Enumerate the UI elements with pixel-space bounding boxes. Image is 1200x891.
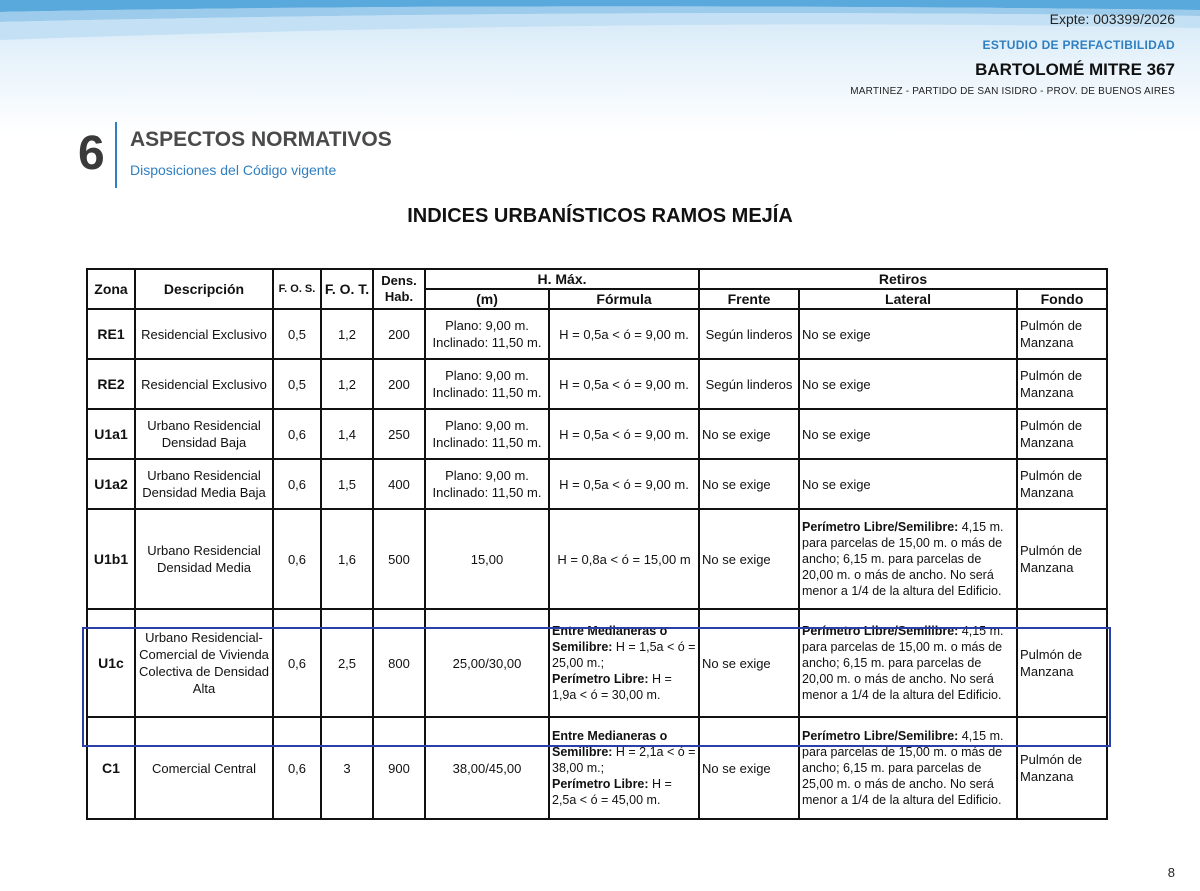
cell-zona: U1a1 (87, 409, 135, 459)
formula-perimetro-value: H = 1,9a < ó = 30,00 m. (552, 672, 672, 702)
cell-lateral: No se exige (799, 309, 1017, 359)
table-row (87, 459, 1107, 509)
cell-frente: No se exige (699, 459, 799, 509)
cell-dens: 400 (373, 459, 425, 509)
cell-dens: 800 (373, 609, 425, 717)
table-title: INDICES URBANÍSTICOS RAMOS MEJÍA (407, 205, 793, 227)
cell-lateral: No se exige (799, 409, 1017, 459)
lateral-text: 4,15 m. para parcelas de 15,00 m. o más de ancho; 6,15 m. para parcelas de 20,00 m. o más de ancho. No será menor a 1/4 de la altura del Edificio. (802, 624, 1004, 702)
cell-dens: 200 (373, 359, 425, 409)
cell-formula: H = 0,5a < ó = 9,00 m. (549, 409, 699, 459)
highlight-box-u1c (82, 627, 1111, 747)
cell-formula: H = 0,5a < ó = 9,00 m. (549, 309, 699, 359)
cell-fot: 1,2 (321, 359, 373, 409)
cell-descripcion: Urbano Residencial Densidad Media Baja (135, 459, 273, 509)
header-formula: Fórmula (549, 289, 699, 309)
cell-descripcion: Urbano Residencial-Comercial de Vivienda Colectiva de Densidad Alta (135, 609, 273, 717)
cell-zona: RE1 (87, 309, 135, 359)
formula-perimetro-value: H = 2,5a < ó = 45,00 m. (552, 777, 672, 807)
cell-fot: 1,6 (321, 509, 373, 609)
section-number: 6 (78, 127, 105, 180)
header-fot: F. O. T. (321, 269, 373, 309)
cell-dens: 500 (373, 509, 425, 609)
cell-fos: 0,6 (273, 609, 321, 717)
cell-fondo: Pulmón de Manzana (1017, 309, 1107, 359)
formula-perimetro-label: Perímetro Libre: (552, 672, 649, 686)
cell-hmax (425, 459, 549, 509)
cell-fos: 0,6 (273, 409, 321, 459)
cell-formula: H = 0,5a < ó = 9,00 m. (549, 459, 699, 509)
cell-fot: 1,4 (321, 409, 373, 459)
formula-perimetro-label: Perímetro Libre: (552, 777, 649, 791)
property-location: MARTINEZ - PARTIDO DE SAN ISIDRO - PROV. DE BUENOS AIRES (850, 86, 1175, 97)
cell-descripcion: Comercial Central (135, 717, 273, 819)
cell-frente: No se exige (699, 717, 799, 819)
cell-zona: U1b1 (87, 509, 135, 609)
hmax-plano: Plano: 9,00 m. (445, 468, 529, 483)
cell-fos: 0,6 (273, 459, 321, 509)
expte-number: Expte: 003399/2026 (1049, 11, 1175, 27)
cell-formula: H = 0,5a < ó = 9,00 m. (549, 359, 699, 409)
cell-lateral (799, 509, 1017, 609)
header-fondo: Fondo (1017, 289, 1107, 309)
table-row (87, 309, 1107, 359)
section-title: ASPECTOS NORMATIVOS (130, 128, 392, 151)
cell-fondo: Pulmón de Manzana (1017, 359, 1107, 409)
cell-fot: 1,2 (321, 309, 373, 359)
hmax-inclinado: Inclinado: 11,50 m. (432, 335, 542, 350)
cell-hmax (425, 409, 549, 459)
cell-zona: RE2 (87, 359, 135, 409)
formula-medianeras-label: Entre Medianeras o Semilibre: (552, 729, 668, 759)
cell-hmax: 38,00/45,00 (425, 717, 549, 819)
cell-formula: H = 0,8a < ó = 15,00 m (549, 509, 699, 609)
lateral-bold: Perímetro Libre/Semilibre: (802, 729, 959, 743)
cell-zona: C1 (87, 717, 135, 819)
cell-fondo: Pulmón de Manzana (1017, 459, 1107, 509)
header-retiros: Retiros (699, 269, 1107, 289)
page-number: 8 (1167, 865, 1175, 880)
formula-medianeras-value: H = 1,5a < ó = 25,00 m.; (552, 640, 696, 670)
cell-fot: 3 (321, 717, 373, 819)
cell-dens: 250 (373, 409, 425, 459)
cell-fondo: Pulmón de Manzana (1017, 409, 1107, 459)
cell-descripcion: Urbano Residencial Densidad Baja (135, 409, 273, 459)
formula-medianeras-label: Entre Medianeras o Semilibre: (552, 624, 668, 654)
hmax-plano: Plano: 9,00 m. (445, 368, 529, 383)
cell-fos: 0,6 (273, 717, 321, 819)
cell-dens: 200 (373, 309, 425, 359)
cell-fot: 1,5 (321, 459, 373, 509)
header-dens: Dens. Hab. (373, 269, 425, 309)
cell-descripcion: Residencial Exclusivo (135, 359, 273, 409)
cell-frente: No se exige (699, 509, 799, 609)
cell-descripcion: Residencial Exclusivo (135, 309, 273, 359)
hmax-plano: Plano: 9,00 m. (445, 318, 529, 333)
header-fos: F. O. S. (273, 269, 321, 309)
lateral-text: 4,15 m. para parcelas de 15,00 m. o más de ancho; 6,15 m. para parcelas de 20,00 m. o más de ancho. No será menor a 1/4 de la altura del Edificio. (802, 520, 1004, 598)
cell-frente: No se exige (699, 409, 799, 459)
table-row (87, 359, 1107, 409)
cell-hmax: 25,00/30,00 (425, 609, 549, 717)
cell-hmax (425, 359, 549, 409)
lateral-bold: Perímetro Libre/Semilibre: (802, 624, 959, 638)
cell-fot: 2,5 (321, 609, 373, 717)
cell-fondo: Pulmón de Manzana (1017, 509, 1107, 609)
cell-hmax (425, 309, 549, 359)
header-zona: Zona (87, 269, 135, 309)
cell-fos: 0,5 (273, 309, 321, 359)
cell-fondo: Pulmón de Manzana (1017, 609, 1107, 717)
table-row (87, 509, 1107, 609)
study-label: ESTUDIO DE PREFACTIBILIDAD (982, 38, 1175, 52)
cell-fos: 0,6 (273, 509, 321, 609)
cell-fondo: Pulmón de Manzana (1017, 717, 1107, 819)
cell-frente: Según linderos (699, 359, 799, 409)
cell-zona: U1a2 (87, 459, 135, 509)
lateral-text: 4,15 m. para parcelas de 15,00 m. o más de ancho; 6,15 m. para parcelas de 25,00 m. o más de ancho. No será menor a 1/4 de la altura del Edificio. (802, 729, 1004, 807)
section-subtitle: Disposiciones del Código vigente (130, 162, 337, 178)
cell-descripcion: Urbano Residencial Densidad Media (135, 509, 273, 609)
cell-frente: Según linderos (699, 309, 799, 359)
cell-dens: 900 (373, 717, 425, 819)
hmax-inclinado: Inclinado: 11,50 m. (432, 385, 542, 400)
section-divider (115, 122, 117, 188)
header-hmax-m: (m) (425, 289, 549, 309)
header-lateral: Lateral (799, 289, 1017, 309)
cell-zona: U1c (87, 609, 135, 717)
header-descripcion: Descripción (135, 269, 273, 309)
formula-medianeras-value: H = 2,1a < ó = 38,00 m.; (552, 745, 696, 775)
hmax-inclinado: Inclinado: 11,50 m. (432, 485, 542, 500)
cell-lateral: No se exige (799, 459, 1017, 509)
property-address: BARTOLOMÉ MITRE 367 (975, 60, 1175, 79)
hmax-plano: Plano: 9,00 m. (445, 418, 529, 433)
lateral-bold: Perímetro Libre/Semilibre: (802, 520, 959, 534)
cell-frente: No se exige (699, 609, 799, 717)
hmax-inclinado: Inclinado: 11,50 m. (432, 435, 542, 450)
header-frente: Frente (699, 289, 799, 309)
cell-lateral: No se exige (799, 359, 1017, 409)
cell-fos: 0,5 (273, 359, 321, 409)
header-hmax: H. Máx. (425, 269, 699, 289)
cell-hmax: 15,00 (425, 509, 549, 609)
table-row (87, 409, 1107, 459)
